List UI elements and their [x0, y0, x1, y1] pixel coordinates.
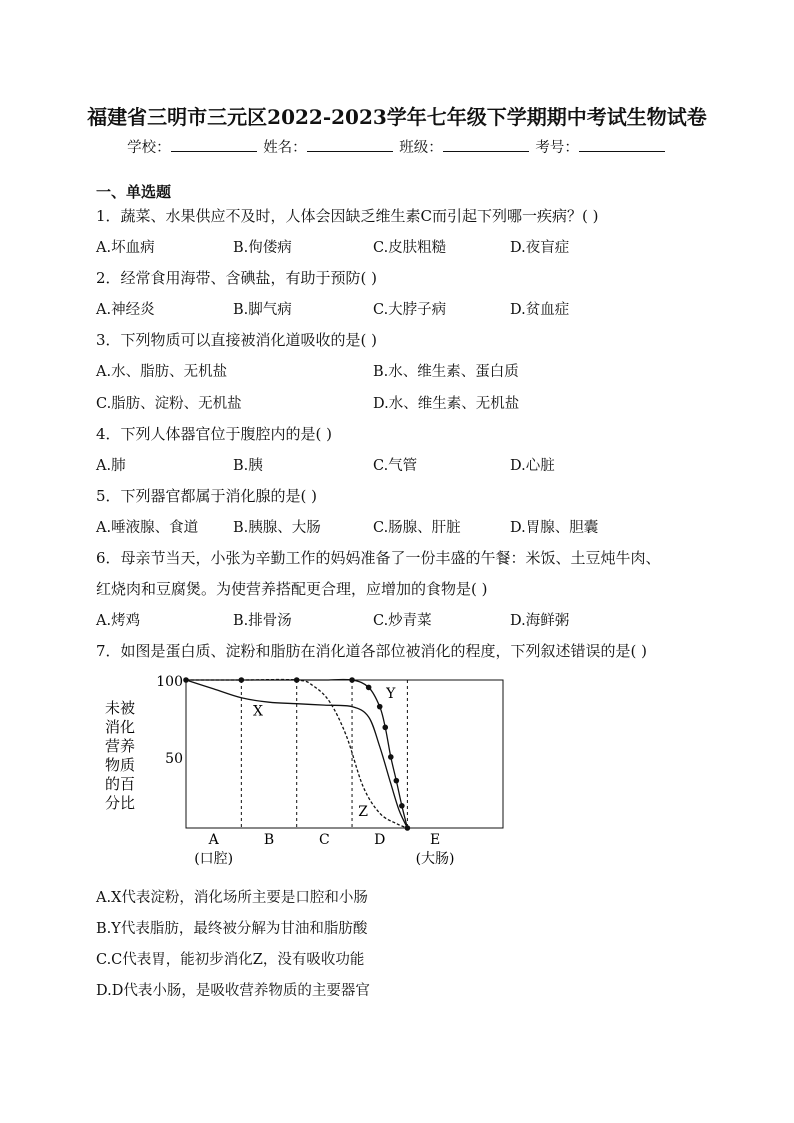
question-6-stem-line2: 红烧肉和豆腐煲。为使营养搭配更合理，应增加的食物是( ): [96, 580, 488, 598]
question-7-option-d[interactable]: D.D代表小肠，是吸收营养物质的主要器官: [96, 983, 370, 999]
y-label-line: 未被: [104, 699, 136, 717]
x-tick-label: E: [429, 832, 441, 848]
page-title: 福建省三明市三元区2022-2023学年七年级下学期期中考试生物试卷: [87, 105, 707, 129]
option-b[interactable]: B.排骨汤: [233, 613, 292, 629]
school-label: 学校：: [127, 140, 171, 156]
x-sublabel: (口腔): [194, 851, 234, 867]
x-tick-label: C: [319, 832, 330, 848]
option-d[interactable]: D.夜盲症: [510, 240, 570, 256]
data-point: [366, 685, 372, 691]
question-2-stem: 2．经常食用海带、含碘盐，有助于预防( ): [96, 269, 378, 287]
option-d[interactable]: D.贫血症: [510, 302, 570, 318]
data-point: [377, 704, 383, 710]
y-axis-label: [105, 699, 135, 812]
y-label-line: 的百: [104, 775, 136, 793]
data-point: [399, 803, 405, 809]
option-b[interactable]: B.佝偻病: [233, 240, 292, 256]
option-c[interactable]: C.脂肪、淀粉、无机盐: [96, 396, 242, 412]
y-label-line: 消化: [104, 718, 136, 736]
question-7-stem: 7．如图是蛋白质、淀粉和脂肪在消化道各部位被消化的程度，下列叙述错误的是( ): [96, 642, 648, 660]
option-d[interactable]: D.心脏: [510, 458, 555, 474]
option-b[interactable]: B.脚气病: [233, 302, 292, 318]
school-blank[interactable]: [171, 137, 257, 152]
y-tick-50: 50: [165, 751, 183, 767]
option-a[interactable]: A.烤鸡: [96, 613, 141, 629]
x-axis-labels: [194, 832, 454, 867]
data-point: [349, 677, 355, 683]
question-5-stem: 5．下列器官都属于消化腺的是( ): [96, 487, 318, 505]
number-blank[interactable]: [579, 137, 665, 152]
x-sublabel: (大肠): [415, 851, 455, 867]
class-blank[interactable]: [443, 137, 529, 152]
number-label: 考号：: [535, 140, 579, 156]
question-7-option-b[interactable]: B.Y代表脂肪，最终被分解为甘油和脂肪酸: [96, 921, 368, 937]
section-heading: 一、单选题: [96, 183, 172, 201]
option-a[interactable]: A.坏血病: [96, 240, 155, 256]
question-1-stem: 1．蔬菜、水果供应不及时，人体会因缺乏维生素C而引起下列哪一疾病？( ): [96, 207, 599, 225]
question-7-option-c[interactable]: C.C代表胃，能初步消化Z，没有吸收功能: [96, 952, 365, 968]
y-label-line: 分比: [104, 794, 136, 812]
series-label-x: X: [252, 703, 263, 720]
name-label: 姓名：: [263, 140, 307, 156]
option-d[interactable]: D.海鲜粥: [510, 613, 570, 629]
y-label-line: 物质: [104, 756, 136, 774]
option-a[interactable]: A.肺: [96, 458, 126, 474]
plot-frame: [186, 680, 503, 828]
option-c[interactable]: C.气管: [373, 458, 418, 474]
option-d[interactable]: D.水、维生素、无机盐: [373, 396, 520, 412]
question-7-option-a[interactable]: A.X代表淀粉，消化场所主要是口腔和小肠: [96, 890, 368, 906]
digestion-chart: [96, 668, 516, 873]
option-b[interactable]: B.胰腺、大肠: [233, 520, 321, 536]
y-tick-100: 100: [156, 674, 183, 690]
option-a[interactable]: A.神经炎: [96, 302, 155, 318]
class-label: 班级：: [399, 140, 443, 156]
x-tick-label: D: [374, 832, 386, 848]
option-a[interactable]: A.水、脂肪、无机盐: [96, 364, 228, 380]
data-point: [394, 778, 400, 784]
question-3-stem: 3．下列物质可以直接被消化道吸收的是( ): [96, 331, 378, 349]
data-point: [382, 725, 388, 731]
option-c[interactable]: C.大脖子病: [373, 302, 447, 318]
data-point: [405, 825, 411, 831]
series-label-z: Z: [358, 804, 368, 821]
option-c[interactable]: C.炒青菜: [373, 613, 432, 629]
option-a[interactable]: A.唾液腺、食道: [96, 520, 199, 536]
question-6-stem-line1: 6．母亲节当天，小张为辛勤工作的妈妈准备了一份丰盛的午餐：米饭、土豆炖牛肉、: [96, 549, 661, 567]
x-tick-label: B: [263, 832, 275, 848]
option-b[interactable]: B.水、维生素、蛋白质: [373, 364, 519, 380]
name-blank[interactable]: [307, 137, 393, 152]
option-c[interactable]: C.皮肤粗糙: [373, 240, 447, 256]
option-c[interactable]: C.肠腺、肝脏: [373, 520, 461, 536]
data-point: [388, 754, 394, 760]
question-4-stem: 4．下列人体器官位于腹腔内的是( ): [96, 425, 333, 443]
option-b[interactable]: B.胰: [233, 458, 263, 474]
series-label-y: Y: [386, 685, 396, 702]
x-tick-label: A: [208, 832, 219, 848]
student-info: [0, 136, 794, 157]
option-d[interactable]: D.胃腺、胆囊: [510, 520, 599, 536]
y-label-line: 营养: [104, 737, 136, 755]
